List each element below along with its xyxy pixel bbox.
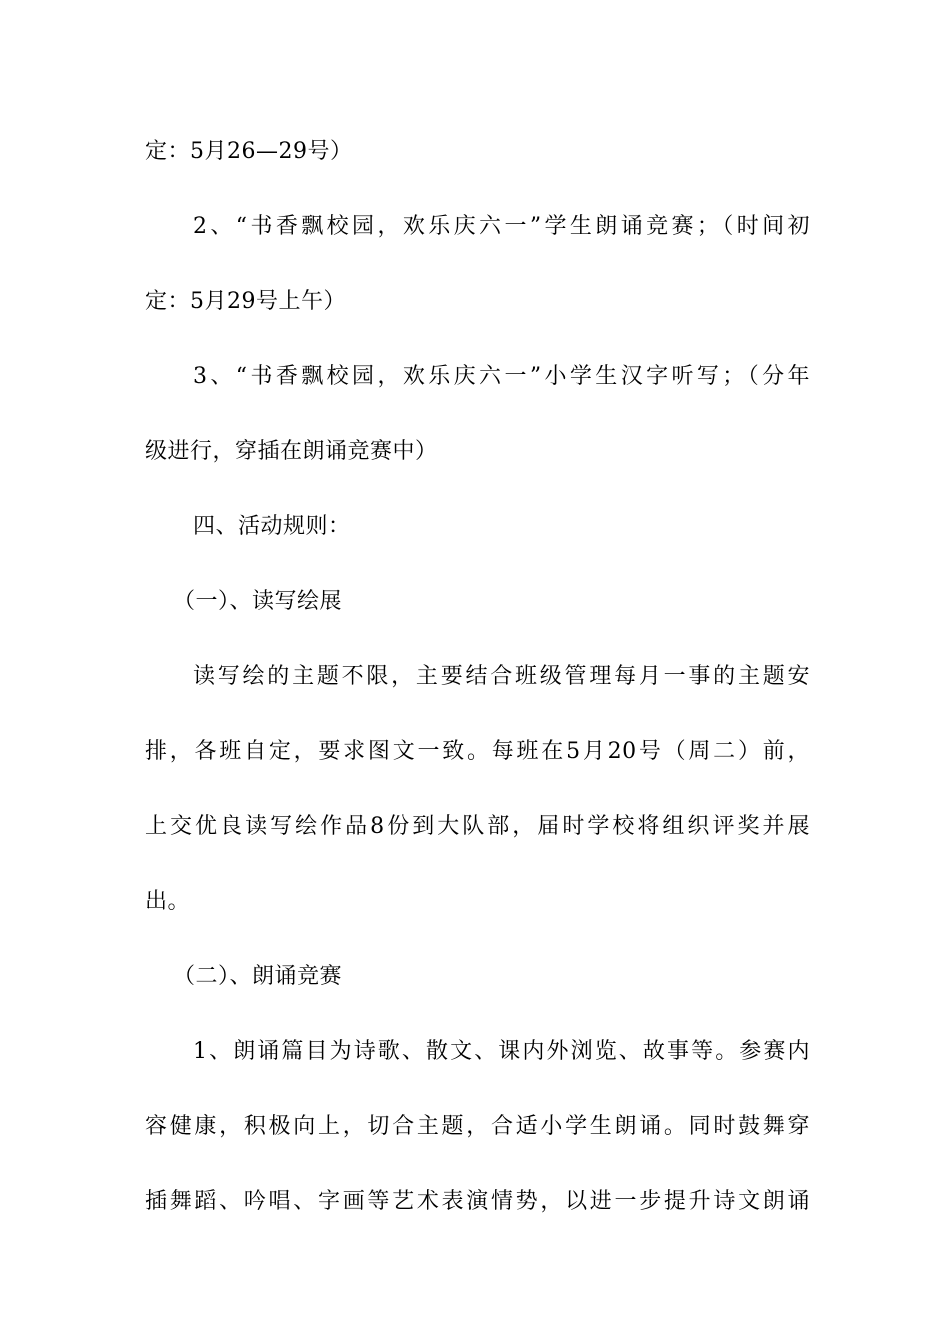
section-heading: 四、活动规则： [193, 514, 351, 539]
text-line: 3、“书香飘校园，欢乐庆六一”小学生汉字听写；（分年 [193, 364, 810, 389]
subsection-heading: （二）、朗诵竞赛 [173, 964, 343, 989]
text-line: 上交优良读写绘作品8份到大队部，届时学校将组织评奖并展 [145, 814, 810, 839]
text-line: 1、朗诵篇目为诗歌、散文、课内外浏览、故事等。参赛内 [193, 1039, 810, 1064]
subsection-heading: （一）、读写绘展 [173, 589, 343, 614]
text-line: 定：5月26—29号） [145, 139, 353, 164]
text-line: 定：5月29号上午） [145, 289, 346, 314]
text-line: 插舞蹈、吟唱、字画等艺术表演情势，以进一步提升诗文朗诵 [145, 1189, 810, 1214]
text-line: 级进行，穿插在朗诵竞赛中） [145, 439, 438, 464]
text-line: 出。 [145, 889, 191, 914]
text-line: 读写绘的主题不限，主要结合班级管理每月一事的主题安 [193, 664, 810, 689]
text-line: 2、“书香飘校园，欢乐庆六一”学生朗诵竞赛；（时间初 [193, 214, 810, 239]
text-line: 容健康，积极向上，切合主题，合适小学生朗诵。同时鼓舞穿 [145, 1114, 810, 1139]
text-line: 排，各班自定，要求图文一致。每班在5月20号（周二）前， [145, 739, 810, 764]
